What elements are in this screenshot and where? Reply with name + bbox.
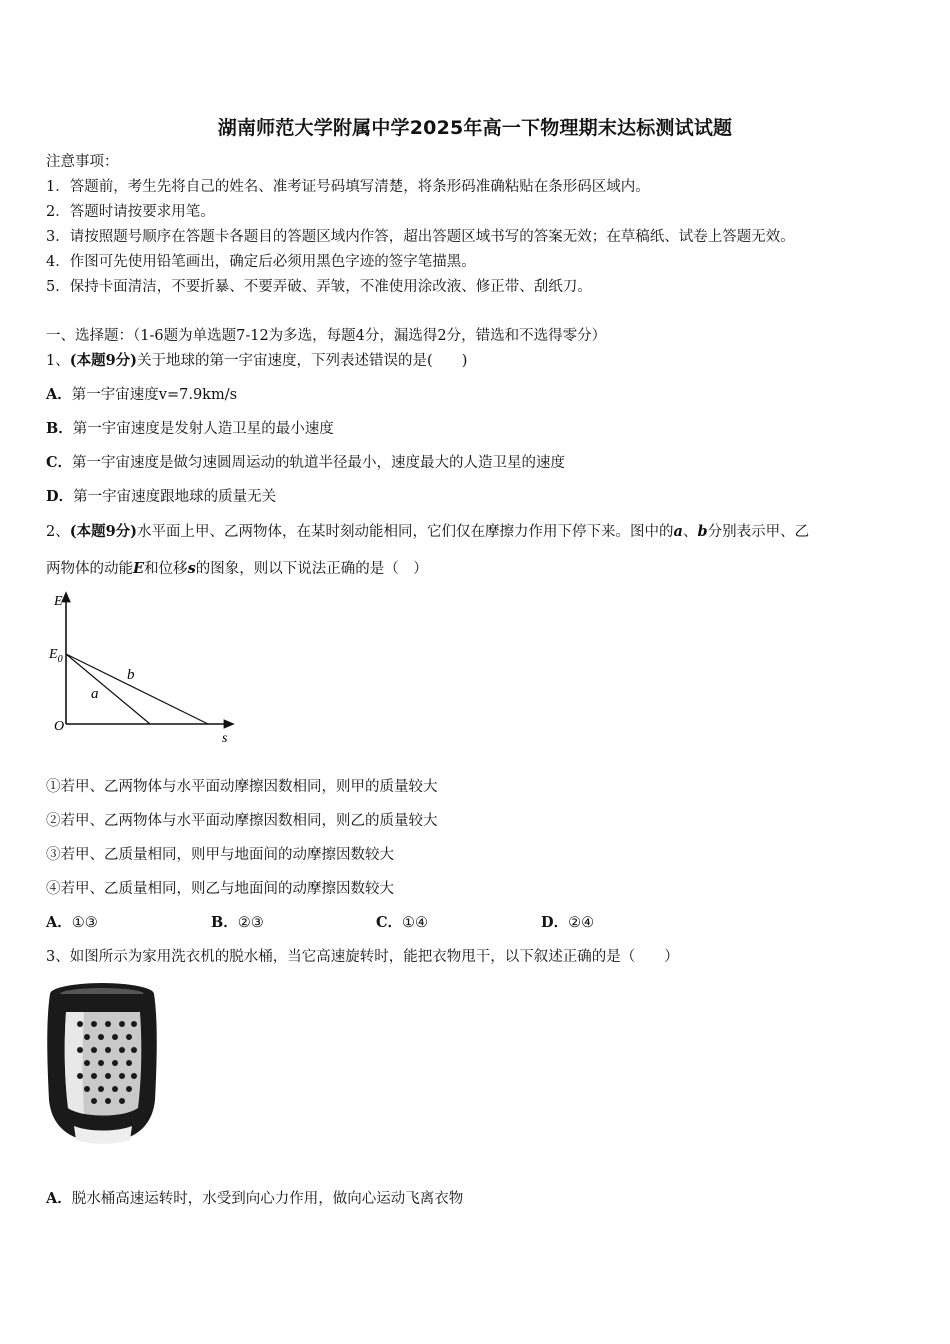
question-text: 和位移 bbox=[144, 561, 188, 577]
question-text: 分别表示甲、乙 bbox=[707, 524, 810, 540]
question-score: (本题9分) bbox=[69, 523, 138, 540]
option-text: 第一宇宙速度是做匀速圆周运动的轨道半径最小，速度最大的人造卫星的速度 bbox=[72, 455, 566, 471]
drum-panel-shade bbox=[65, 1012, 84, 1114]
origin-label: O bbox=[54, 719, 65, 734]
q1-option-d bbox=[46, 487, 276, 507]
q2-option-b bbox=[211, 913, 376, 933]
option-label: A． bbox=[46, 914, 72, 931]
option-label: C． bbox=[376, 914, 403, 931]
q2-statement-3: ③若甲、乙质量相同，则甲与地面间的动摩擦因数较大 bbox=[46, 847, 394, 863]
q2-statement-1: ①若甲、乙两物体与水平面动摩擦因数相同，则甲的质量较大 bbox=[46, 779, 438, 795]
notice-heading: 注意事项： bbox=[46, 154, 119, 170]
question-2-stem-line2 bbox=[46, 559, 428, 579]
variable-b: b bbox=[697, 523, 708, 540]
variable-e: E bbox=[133, 560, 145, 577]
notice-item: 4．作图可先使用铅笔画出，确定后必须用黑色字迹的签字笔描黑。 bbox=[46, 254, 476, 270]
q2-statement-2: ②若甲、乙两物体与水平面动摩擦因数相同，则乙的质量较大 bbox=[46, 813, 438, 829]
question-3-stem: 3、如图所示为家用洗衣机的脱水桶，当它高速旋转时，能把衣物甩干，以下叙述正确的是（ ） bbox=[46, 949, 679, 965]
question-text: 关于地球的第一宇宙速度，下列表述错误的是( ) bbox=[137, 353, 468, 369]
spin-dryer-drum-illustration bbox=[44, 980, 164, 1152]
q2-options bbox=[46, 913, 594, 933]
question-text: 水平面上甲、乙两物体，在某时刻动能相同，它们仅在摩擦力作用下停下来。图中的 bbox=[137, 524, 674, 540]
variable-s: s bbox=[187, 560, 196, 577]
option-label: B． bbox=[211, 914, 238, 931]
question-number: 1、 bbox=[46, 353, 70, 369]
q2-option-c bbox=[376, 913, 541, 933]
line-a-label: a bbox=[91, 686, 99, 702]
y-axis-label: E bbox=[54, 594, 63, 609]
question-text: 的图象，则以下说法正确的是（ ） bbox=[195, 561, 428, 577]
energy-displacement-graph bbox=[46, 588, 246, 748]
option-text: ①④ bbox=[402, 915, 429, 931]
question-1-stem bbox=[46, 351, 467, 371]
variable-a: a bbox=[673, 523, 683, 540]
q2-statement-4: ④若甲、乙质量相同，则乙与地面间的动摩擦因数较大 bbox=[46, 881, 394, 897]
q3-option-a bbox=[46, 1189, 463, 1209]
notice-item: 1．答题前，考生先将自己的姓名、准考证号码填写清楚，将条形码准确粘贴在条形码区域内。 bbox=[46, 179, 650, 195]
question-text: 两物体的动能 bbox=[46, 561, 133, 577]
option-label: B． bbox=[46, 420, 73, 437]
option-label: D． bbox=[46, 488, 74, 505]
e0-label bbox=[48, 647, 63, 665]
q2-option-d bbox=[541, 913, 594, 933]
e0-label-sub: 0 bbox=[57, 654, 63, 665]
option-text: 脱水桶高速运转时，水受到向心力作用，做向心运动飞离衣物 bbox=[71, 1191, 464, 1207]
line-b-label: b bbox=[127, 667, 135, 683]
section-heading: 一、选择题：（1-6题为单选题7-12为多选，每题4分，漏选得2分，错选和不选得零分） bbox=[46, 328, 607, 344]
option-text: 第一宇宙速度跟地球的质量无关 bbox=[73, 489, 277, 505]
page-title: 湖南师范大学附属中学2025年高一下物理期末达标测试试题 bbox=[217, 117, 733, 139]
q1-option-b bbox=[46, 419, 334, 439]
option-label: D． bbox=[541, 914, 569, 931]
x-axis-label: s bbox=[222, 731, 228, 746]
e0-label-main: E bbox=[49, 647, 58, 662]
notice-item: 2．答题时请按要求用笔。 bbox=[46, 204, 215, 220]
question-2-stem-line1 bbox=[46, 522, 809, 542]
option-label: C． bbox=[46, 454, 73, 471]
option-text: ①③ bbox=[71, 915, 98, 931]
option-text: ②③ bbox=[237, 915, 264, 931]
notice-item: 3．请按照题号顺序在答题卡各题目的答题区域内作答，超出答题区域书写的答案无效；在草稿纸、试卷上答题无效。 bbox=[46, 229, 795, 245]
separator: 、 bbox=[682, 524, 698, 540]
question-score: (本题9分) bbox=[69, 352, 138, 369]
q1-option-c bbox=[46, 453, 565, 473]
question-number: 2、 bbox=[46, 524, 70, 540]
option-text: 第一宇宙速度v=7.9km/s bbox=[71, 387, 238, 403]
option-text: ②④ bbox=[568, 915, 595, 931]
option-label: A． bbox=[46, 1190, 72, 1207]
option-label: A． bbox=[46, 386, 72, 403]
notice-item: 5．保持卡面清洁，不要折暴、不要弄破、弄皱，不准使用涂改液、修正带、刮纸刀。 bbox=[46, 279, 592, 295]
option-text: 第一宇宙速度是发射人造卫星的最小速度 bbox=[72, 421, 334, 437]
q1-option-a bbox=[46, 385, 237, 405]
q2-option-a bbox=[46, 913, 211, 933]
